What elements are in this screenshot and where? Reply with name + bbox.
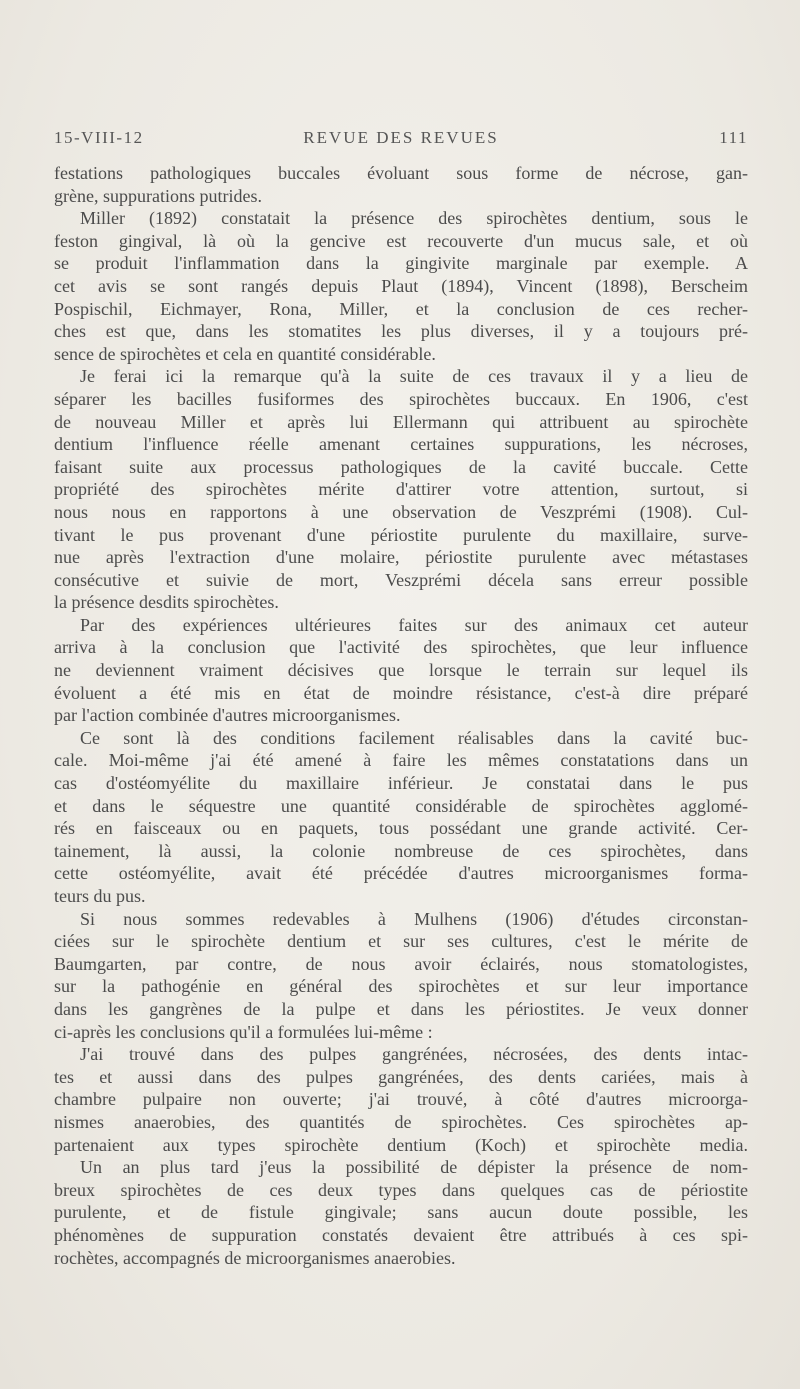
text-line: ciées sur le spirochète dentium et sur ses cultures, c'est le mérite de (54, 931, 748, 952)
text-line: cale. Moi-même j'ai été amené à faire les mêmes constatations dans un (54, 750, 748, 771)
text-line: de nouveau Miller et après lui Ellermann qui attribuent au spirochète (54, 411, 748, 432)
page-number: 111 (719, 128, 748, 147)
body-text (54, 162, 748, 1269)
text-line: breux spirochètes de ces deux types dans quelques cas de périostite (54, 1179, 748, 1200)
header-journal-title: REVUE DES REVUES (303, 128, 499, 147)
text-line: partenaient aux types spirochète dentium (Koch) et spirochète media. (54, 1134, 748, 1155)
text-line: évoluent a été mis en état de moindre résistance, c'est-à dire préparé (54, 682, 748, 703)
text-line: sence de spirochètes et cela en quantité considérable. (54, 343, 436, 364)
text-line: ches est que, dans les stomatites les plus diverses, il y a toujours pré- (54, 321, 748, 342)
text-line: Ce sont là des conditions facilement réalisables dans la cavité buc- (80, 727, 748, 748)
text-line: arriva à la conclusion que l'activité des spirochètes, que leur influence (54, 637, 748, 658)
text-line: sur la pathogénie en général des spirochètes et sur leur importance (54, 976, 748, 997)
text-line: chambre pulpaire non ouverte; j'ai trouvé, à côté d'autres microorga- (54, 1089, 748, 1110)
text-line: propriété des spirochètes mérite d'attirer votre attention, surtout, si (54, 479, 748, 500)
text-line: cette ostéomyélite, avait été précédée d'autres microorganismes forma- (54, 863, 748, 884)
text-line: teurs du pus. (54, 886, 146, 906)
text-line: festations pathologiques buccales évoluant sous forme de nécrose, gan- (54, 163, 748, 183)
text-line: nue après l'extraction d'une molaire, périostite purulente avec métastases (54, 547, 748, 568)
text-line: Un an plus tard j'eus la possibilité de dépister la présence de nom- (80, 1157, 748, 1178)
text-line: Je ferai ici la remarque qu'à la suite de ces travaux il y a lieu de (80, 366, 748, 387)
text-line: Par des expériences ultérieures faites sur des animaux cet auteur (80, 614, 748, 635)
text-line: tivant le pus provenant d'une périostite purulente du maxillaire, surve- (54, 524, 748, 545)
running-header (54, 128, 748, 152)
text-line: dans les gangrènes de la pulpe et dans les périostites. Je veux donner (54, 998, 748, 1019)
text-line: rochètes, accompagnés de microorganismes anaerobies. (54, 1247, 456, 1268)
text-line: tes et aussi dans des pulpes gangrénées, des dents cariées, mais à (54, 1066, 748, 1087)
text-line: Pospischil, Eichmayer, Rona, Miller, et la conclusion de ces recher- (54, 298, 748, 319)
text-line: feston gingival, là où la gencive est recouverte d'un mucus sale, et où (54, 230, 748, 251)
text-line: rés en faisceaux ou en paquets, tous possédant une grande activité. Cer- (54, 818, 748, 839)
text-line: la présence desdits spirochètes. (54, 592, 279, 613)
text-line: faisant suite aux processus pathologiques de la cavité buccale. Cette (54, 456, 748, 477)
text-line: cas d'ostéomyélite du maxillaire inférieur. Je constatai dans le pus (54, 773, 748, 794)
text-line: tainement, là aussi, la colonie nombreuse de ces spirochètes, dans (54, 840, 748, 861)
text-line: et dans le séquestre une quantité considérable de spirochètes agglomé- (54, 795, 748, 816)
text-line: nismes anaerobies, des quantités de spirochètes. Ces spirochètes ap- (54, 1111, 748, 1132)
text-line: séparer les bacilles fusiformes des spirochètes buccaux. En 1906, c'est (54, 388, 748, 409)
text-line: ci-après les conclusions qu'il a formulées lui-même : (54, 1021, 433, 1042)
text-line: Miller (1892) constatait la présence des spirochètes dentium, sous le (80, 208, 748, 229)
text-line: phénomènes de suppuration constatés devaient être attribués à ces spi- (54, 1224, 748, 1245)
text-line: purulente, et de fistule gingivale; sans aucun doute possible, les (54, 1202, 748, 1223)
text-line: nous nous en rapportons à une observation de Veszprémi (1908). Cul- (54, 501, 748, 522)
text-line: consécutive et suivie de mort, Veszprémi décela sans erreur possible (54, 569, 748, 590)
text-line: se produit l'inflammation dans la gingivite marginale par exemple. A (54, 253, 748, 274)
text-line: dentium l'influence réelle amenant certaines suppurations, les nécroses, (54, 434, 748, 455)
text-line: Si nous sommes redevables à Mulhens (1906) d'études circonstan- (80, 908, 748, 929)
header-date: 15-VIII-12 (54, 128, 144, 147)
text-line: par l'action combinée d'autres microorganismes. (54, 705, 401, 726)
text-line: cet avis se sont rangés depuis Plaut (1894), Vincent (1898), Berscheim (54, 275, 748, 296)
text-line: J'ai trouvé dans des pulpes gangrénées, nécrosées, des dents intac- (80, 1044, 748, 1065)
text-line: Baumgarten, par contre, de nous avoir éclairés, nous stomatologistes, (54, 953, 748, 974)
text-line: ne deviennent vraiment décisives que lorsque le terrain sur lequel ils (54, 660, 748, 681)
text-line: grène, suppurations putrides. (54, 185, 262, 206)
